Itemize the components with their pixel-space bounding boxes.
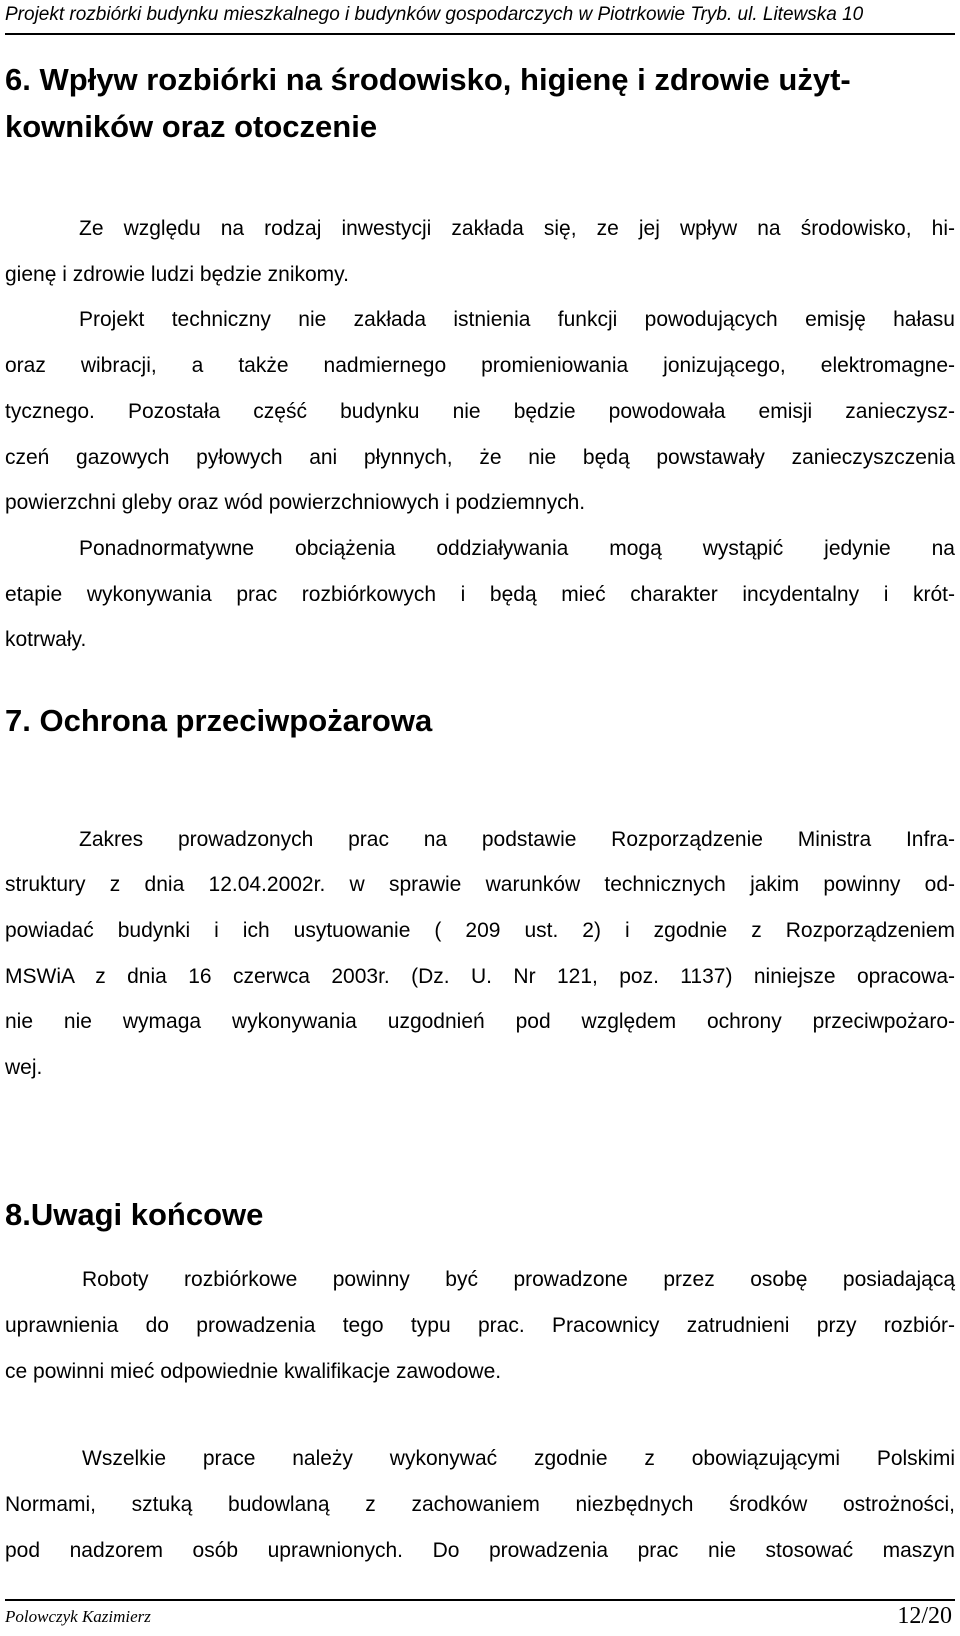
paragraph-line: Roboty rozbiórkowe powinny być prowadzone przez osobę posiadającą bbox=[82, 1268, 955, 1291]
page-number: 12/20 bbox=[897, 1603, 952, 1629]
paragraph-line: uprawnienia do prowadzenia tego typu prac. Pracownicy zatrudnieni przy rozbiór- bbox=[5, 1314, 955, 1337]
section-7-heading: 7. Ochrona przeciwpożarowa bbox=[5, 703, 433, 738]
page-footer bbox=[0, 1597, 960, 1636]
paragraph-line: wej. bbox=[5, 1056, 43, 1079]
section-6-heading-line-1: 6. Wpływ rozbiórki na środowisko, higienę i zdrowie użyt- bbox=[5, 62, 851, 97]
paragraph-line: oraz wibracji, a także nadmiernego promieniowania jonizującego, elektromagne- bbox=[5, 354, 955, 377]
paragraph-line: nie nie wymaga wykonywania uzgodnień pod względem ochrony przeciwpożaro- bbox=[5, 1010, 955, 1033]
paragraph-line: Projekt techniczny nie zakłada istnienia funkcji powodujących emisję hałasu bbox=[79, 308, 955, 331]
paragraph-line: etapie wykonywania prac rozbiórkowych i będą mieć charakter incydentalny i krót- bbox=[5, 583, 955, 606]
paragraph-line: Zakres prowadzonych prac na podstawie Rozporządzenie Ministra Infra- bbox=[79, 828, 955, 851]
paragraph-line: ce powinni mieć odpowiednie kwalifikacje zawodowe. bbox=[5, 1360, 502, 1383]
section-6-heading bbox=[5, 56, 955, 150]
paragraph-line: tycznego. Pozostała część budynku nie będzie powodowała emisji zanieczysz- bbox=[5, 400, 955, 423]
header-title: Projekt rozbiórki budynku mieszkalnego i budynków gospodarczych w Piotrkowie Tryb. ul. Litewska 10 bbox=[5, 4, 864, 25]
paragraph-line: Normami, sztuką budowlaną z zachowaniem niezbędnych środków ostrożności, bbox=[5, 1493, 955, 1516]
paragraph-line: pod nadzorem osób uprawnionych. Do prowadzenia prac nie stosować maszyn bbox=[5, 1539, 955, 1562]
footer-divider bbox=[5, 1599, 955, 1601]
paragraph-line: struktury z dnia 12.04.2002r. w sprawie warunków technicznych jakim powinny od- bbox=[5, 873, 955, 896]
paragraph-line: Ze względu na rodzaj inwestycji zakłada się, ze jej wpływ na środowisko, hi- bbox=[79, 217, 955, 240]
paragraph-line: kotrwały. bbox=[5, 628, 87, 651]
paragraph-line: czeń gazowych pyłowych ani płynnych, że nie będą powstawały zanieczyszczenia bbox=[5, 446, 955, 469]
paragraph-line: Wszelkie prace należy wykonywać zgodnie z obowiązującymi Polskimi bbox=[82, 1447, 955, 1470]
header-divider bbox=[5, 33, 955, 35]
paragraph-line: gienę i zdrowie ludzi będzie znikomy. bbox=[5, 263, 349, 286]
section-6-heading-line-2: kowników oraz otoczenie bbox=[5, 109, 378, 144]
paragraph-line: Ponadnormatywne obciążenia oddziaływania mogą wystąpić jedynie na bbox=[79, 537, 955, 560]
paragraph-line: powierzchni gleby oraz wód powierzchniowych i podziemnych. bbox=[5, 491, 586, 514]
section-8-heading: 8.Uwagi końcowe bbox=[5, 1197, 264, 1232]
paragraph-line: MSWiA z dnia 16 czerwca 2003r. (Dz. U. Nr 121, poz. 1137) niniejsze opracowa- bbox=[5, 965, 955, 988]
page-header bbox=[0, 0, 960, 34]
footer-author: Polowczyk Kazimierz bbox=[5, 1607, 151, 1626]
paragraph-line: powiadać budynki i ich usytuowanie ( 209 ust. 2) i zgodnie z Rozporządzeniem bbox=[5, 919, 955, 942]
